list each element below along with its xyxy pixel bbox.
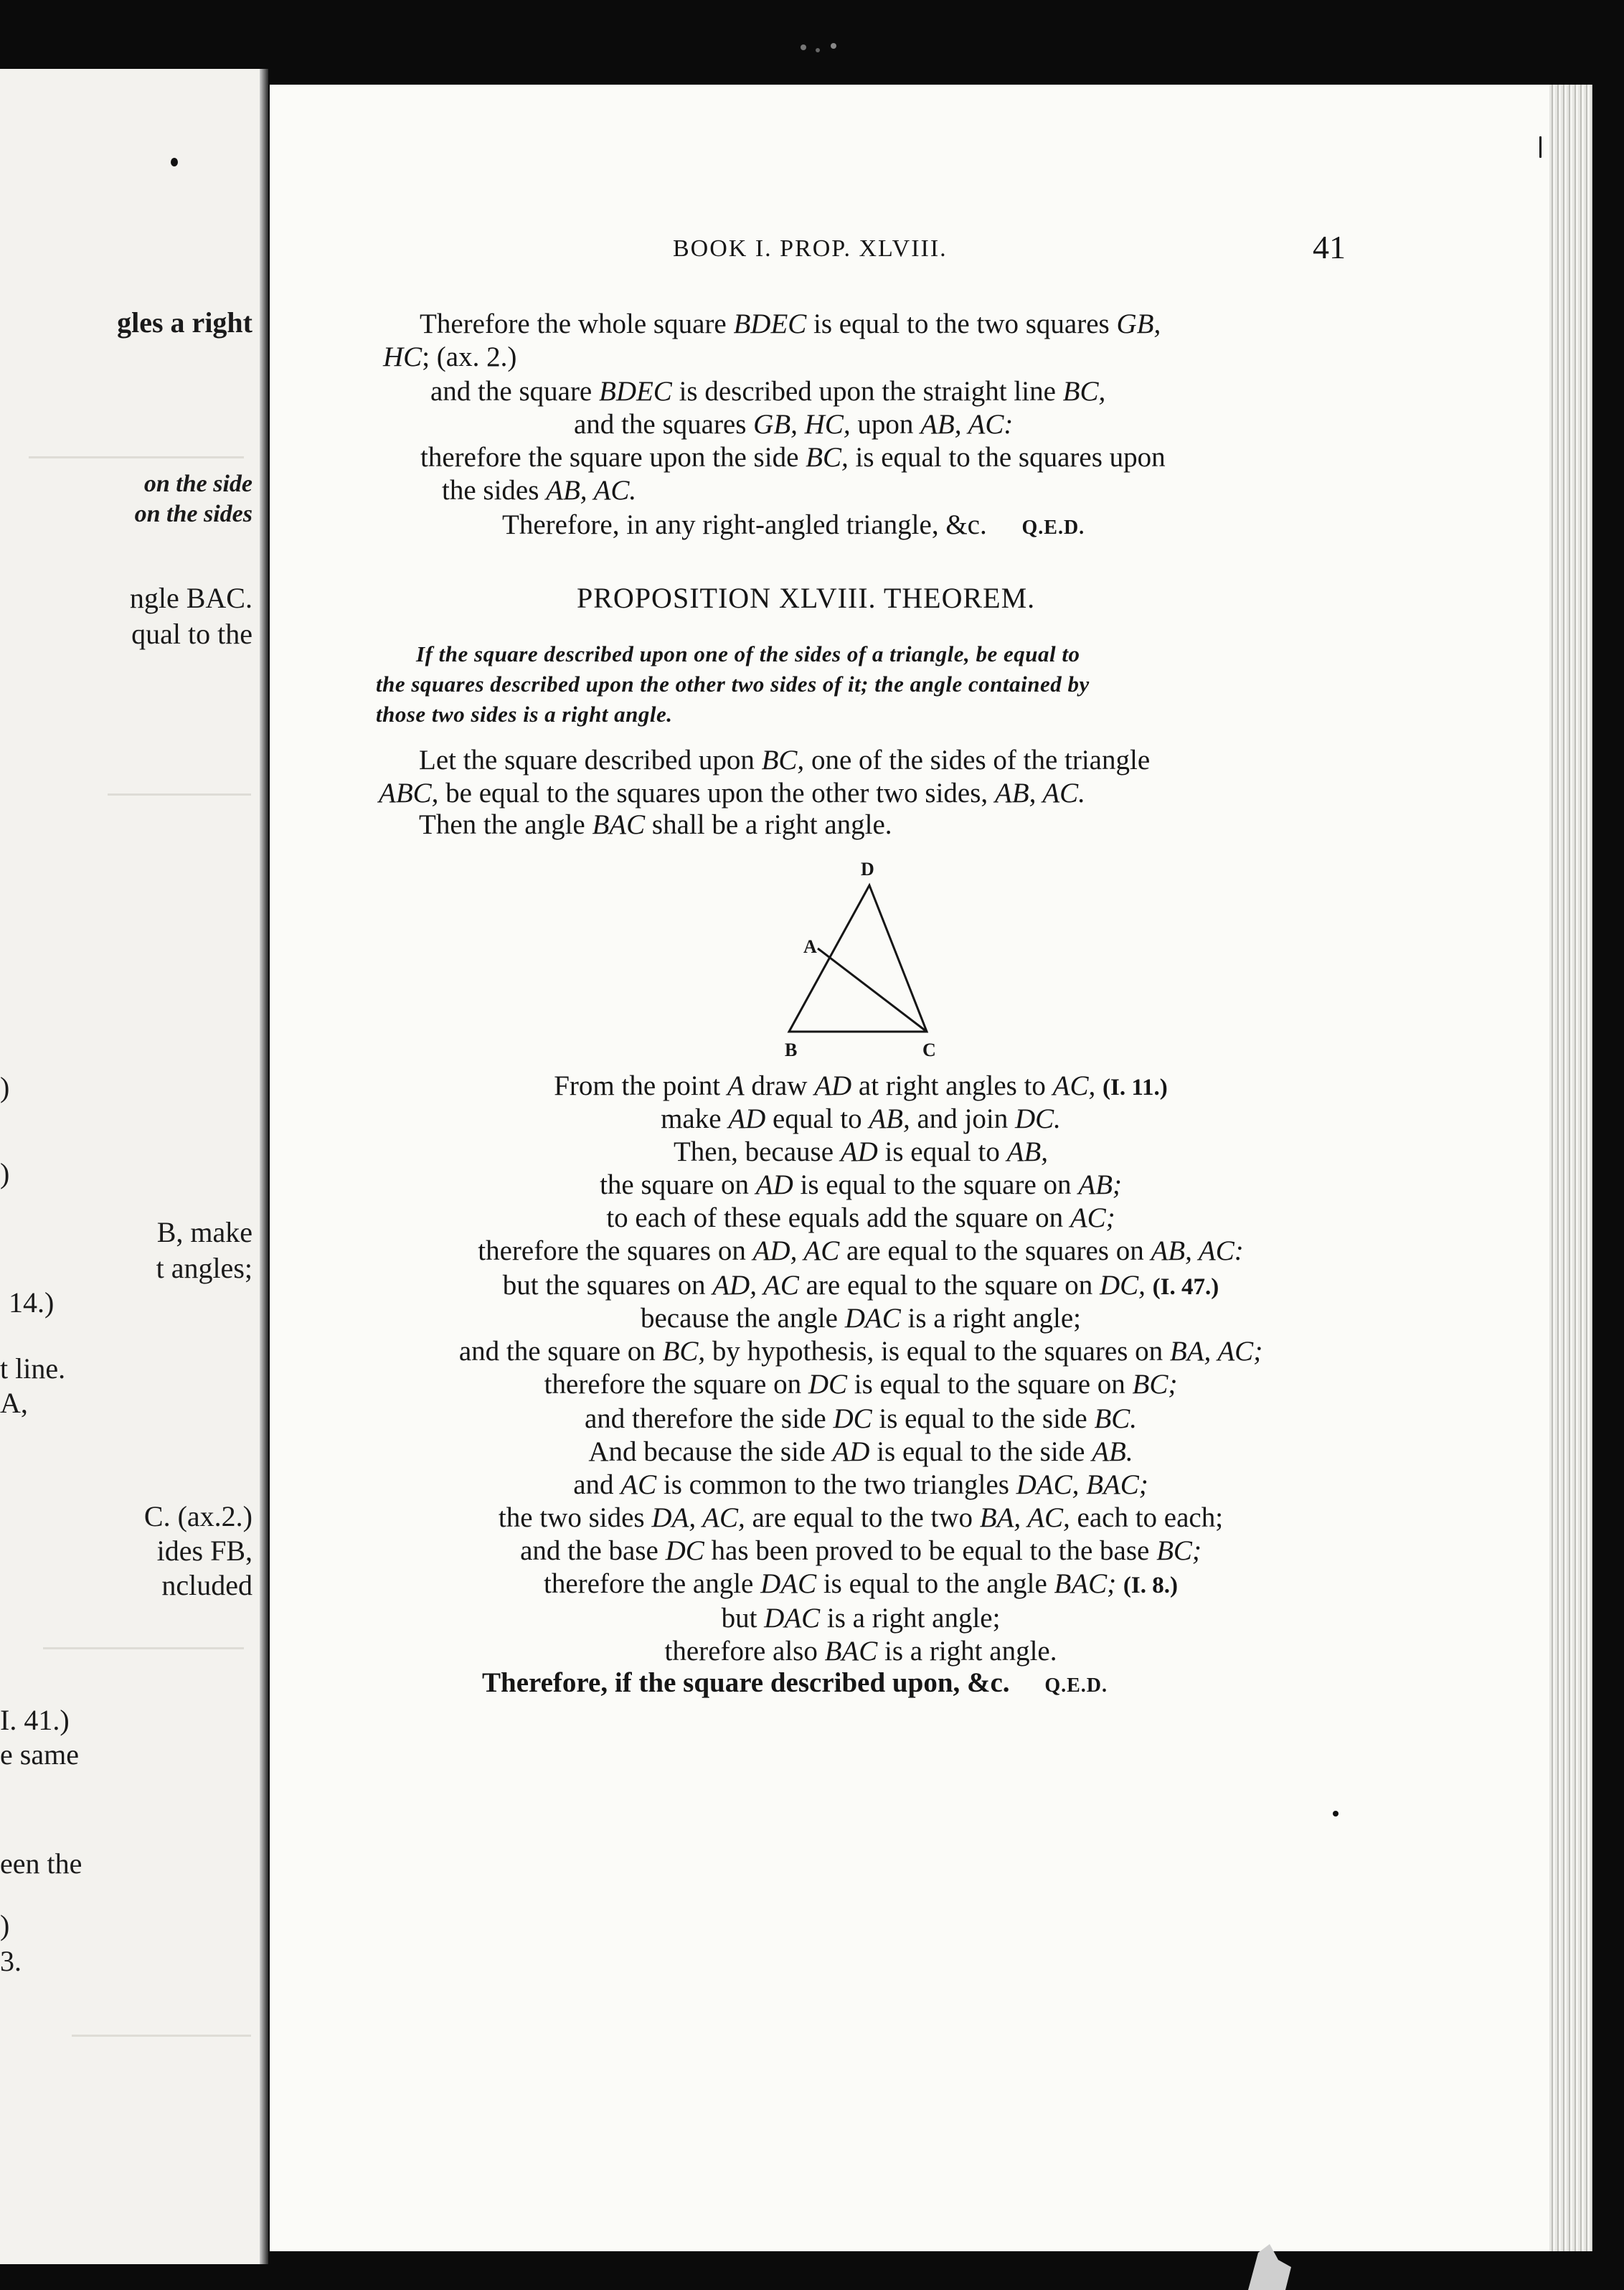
- left-page-fragment: [0, 69, 260, 2264]
- prev-proof-line: Therefore the whole square BDEC is equal to the two squares GB,: [420, 308, 1161, 339]
- proof-line: and AC is common to the two triangles DAC, BAC;: [573, 1469, 1148, 1500]
- proof-line: make AD equal to AB, and join DC.: [661, 1103, 1061, 1134]
- ink-speck: [1333, 1811, 1339, 1817]
- label-d: D: [861, 859, 874, 880]
- qed-mark: Q.E.D.: [1021, 517, 1085, 539]
- proof-line: the two sides DA, AC, are equal to the two BA, AC, each to each;: [498, 1502, 1224, 1533]
- proof-line: but DAC is a right angle;: [721, 1603, 1001, 1634]
- left-fragment-line: gles a right: [117, 306, 252, 339]
- proof-line: Then, because AD is equal to AB,: [673, 1136, 1049, 1167]
- prev-proof-line: the sides AB, AC.: [442, 475, 637, 506]
- qed-mark: Q.E.D.: [1044, 1674, 1108, 1697]
- setup-line: Then the angle BAC shall be a right angle.: [419, 809, 892, 840]
- proof-line: because the angle DAC is a right angle;: [640, 1303, 1082, 1334]
- left-fragment-line: t angles;: [156, 1252, 252, 1284]
- page-number: 41: [1313, 229, 1346, 265]
- ink-speck: [1539, 136, 1542, 158]
- enunciation-line: If the square described upon one of the sides of a triangle, be equal to: [416, 641, 1080, 666]
- proof-line: and the square on BC, by hypothesis, is equal to the squares on BA, AC;: [458, 1336, 1263, 1367]
- bleed-through-mark: [72, 2035, 251, 2037]
- proof-line: the square on AD is equal to the square on AB;: [600, 1169, 1122, 1200]
- left-fragment-line: ngle BAC.: [129, 582, 252, 614]
- enunciation-line: those two sides is a right angle.: [376, 702, 673, 727]
- proof-line: to each of these equals add the square on AC;: [606, 1202, 1115, 1233]
- proof-line: therefore also BAC is a right angle.: [664, 1636, 1057, 1667]
- left-fragment-line: t line.: [0, 1352, 66, 1385]
- left-fragment-line: ncluded: [161, 1569, 252, 1601]
- bleed-through-mark: [108, 793, 251, 796]
- ink-speck: [171, 158, 178, 166]
- scan-artifact: [1241, 2238, 1298, 2290]
- proposition-title: PROPOSITION XLVIII. THEOREM.: [577, 582, 1036, 614]
- left-fragment-line: B, make: [156, 1216, 252, 1248]
- proof-line: therefore the square on DC is equal to the square on BC;: [544, 1369, 1178, 1400]
- enunciation-line: the squares described upon the other two sides of it; the angle contained by: [376, 672, 1090, 697]
- left-fragment-line: on the side: [143, 471, 252, 497]
- page-edge: [1549, 85, 1592, 2251]
- left-fragment-line: 3.: [0, 1945, 22, 1977]
- label-a: A: [803, 936, 817, 957]
- label-b: B: [785, 1040, 798, 1060]
- book-gutter: [260, 69, 268, 2264]
- setup-line: Let the square described upon BC, one of the sides of the triangle: [419, 745, 1151, 776]
- proof-line: From the point A draw AD at right angles to AC, (I. 11.): [554, 1070, 1168, 1101]
- left-fragment-line: ides FB,: [156, 1535, 252, 1567]
- bleed-through-mark: [43, 1647, 244, 1649]
- triangle-figure: [760, 847, 976, 1062]
- left-fragment-line: C. (ax.2.): [143, 1500, 252, 1532]
- left-fragment-line: 14.): [9, 1286, 55, 1319]
- proof-line: but the squares on AD, AC are equal to the square on DC, (I. 47.): [502, 1270, 1219, 1301]
- scan-artifact: [789, 37, 854, 59]
- setup-line: ABC, be equal to the squares upon the other two sides, AB, AC.: [379, 778, 1085, 809]
- prev-proof-line: and the squares GB, HC, upon AB, AC:: [574, 409, 1014, 440]
- left-fragment-line: ): [0, 1909, 10, 1941]
- left-fragment-line: ): [0, 1071, 10, 1103]
- label-c: C: [922, 1040, 936, 1060]
- running-head: BOOK I. PROP. XLVIII.: [673, 235, 948, 262]
- bleed-through-mark: [29, 456, 244, 458]
- left-fragment-line: qual to the: [131, 618, 252, 650]
- proof-line: and the base DC has been proved to be equal to the base BC;: [520, 1535, 1202, 1566]
- left-fragment-line: een the: [0, 1847, 82, 1880]
- prev-proof-line: and the square BDEC is described upon the straight line BC,: [430, 376, 1106, 407]
- left-fragment-line: e same: [0, 1738, 79, 1771]
- proof-line: Therefore, if the square described upon, &c. Q.E.D.: [482, 1667, 1108, 1698]
- prev-proof-line: Therefore, in any right-angled triangle, &c. Q.E.D.: [502, 509, 1085, 540]
- proof-line: therefore the squares on AD, AC are equal to the squares on AB, AC:: [478, 1235, 1244, 1266]
- triangle-dbc: [789, 885, 927, 1032]
- left-fragment-line: A,: [0, 1387, 28, 1419]
- prev-proof-line: HC; (ax. 2.): [383, 341, 517, 372]
- proof-line: And because the side AD is equal to the side AB.: [588, 1436, 1133, 1467]
- proof-line: therefore the angle DAC is equal to the angle BAC; (I. 8.): [544, 1568, 1178, 1599]
- proof-line: and therefore the side DC is equal to the side BC.: [584, 1403, 1138, 1434]
- prev-proof-line: therefore the square upon the side BC, is equal to the squares upon: [420, 442, 1166, 473]
- left-fragment-line: on the sides: [134, 501, 252, 527]
- left-fragment-line: I. 41.): [0, 1704, 70, 1736]
- left-fragment-line: ): [0, 1157, 10, 1189]
